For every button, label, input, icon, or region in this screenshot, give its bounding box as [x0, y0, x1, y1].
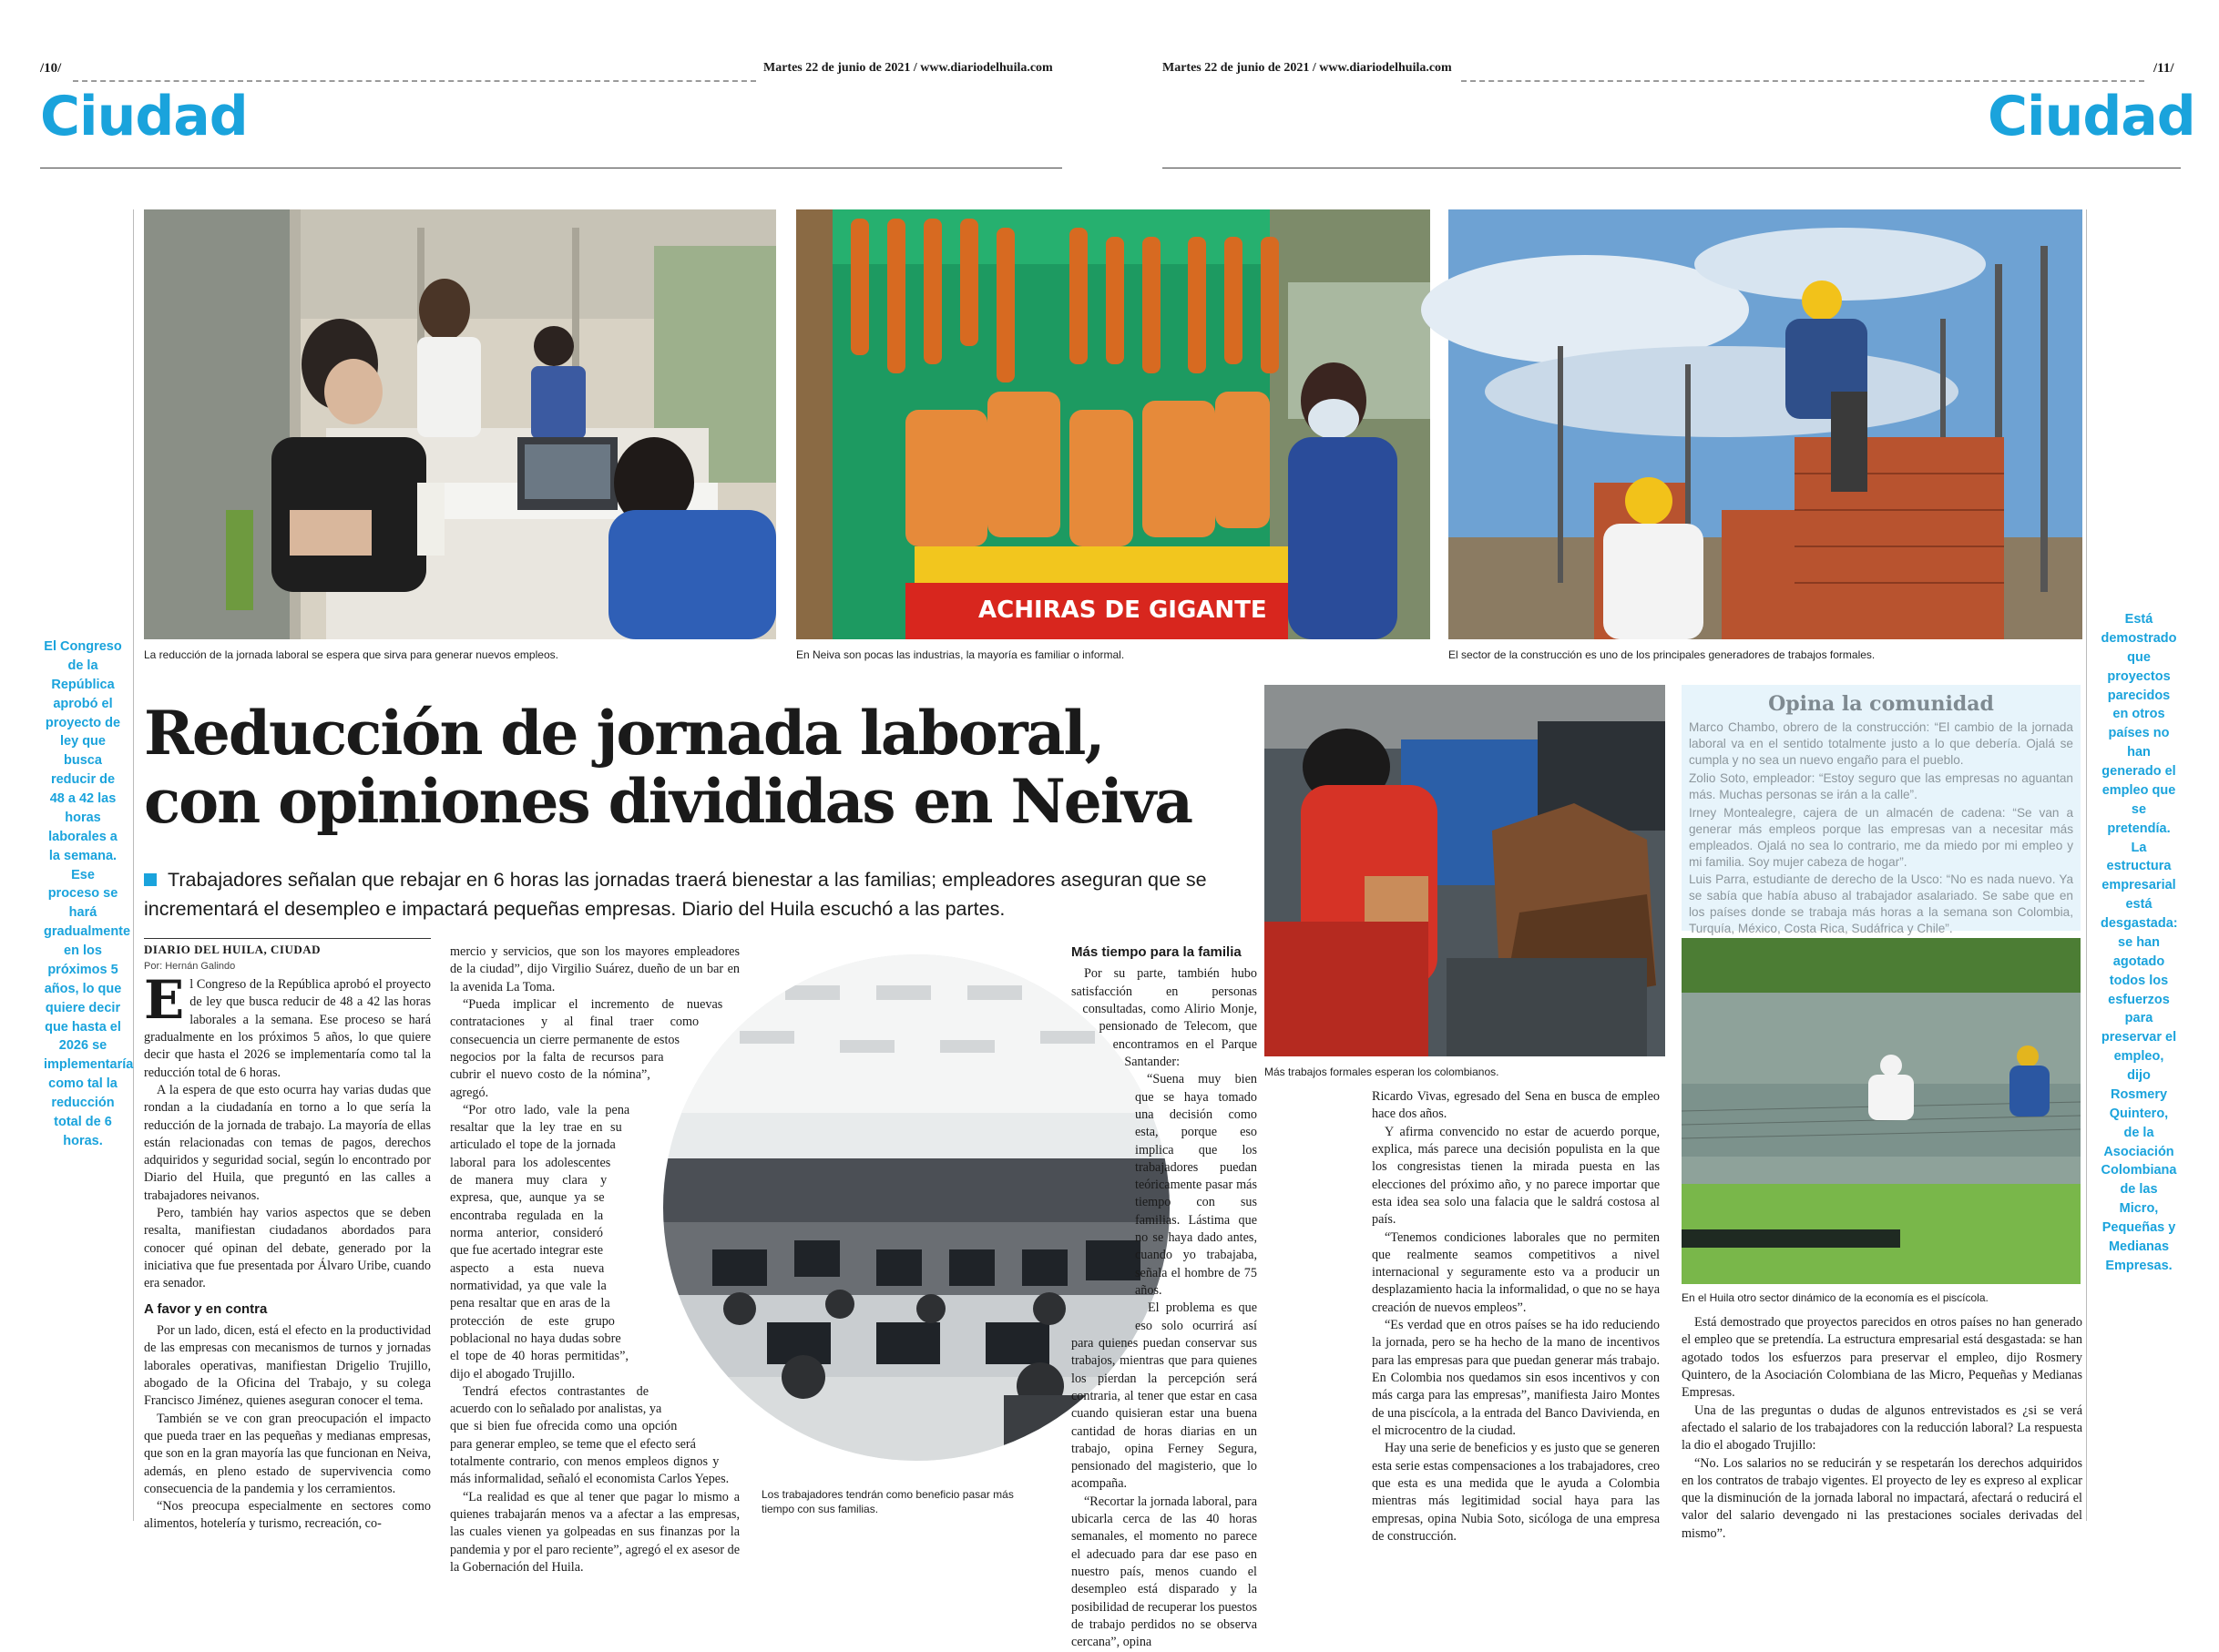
col5-paragraph-2: Una de las preguntas o dudas de algunos entrevistados es ¿si se verá afectado el salario de los trabajadores con la reducción laboral? La respuesta la dio el abogado Trujillo:: [1682, 1402, 2082, 1453]
section-title-right: Ciudad: [1988, 85, 2195, 148]
col4-paragraph-5: Hay una serie de beneficios y es justo que se generen esta serie estas compensaciones a los trabajadores, creo que esta es una medida que le ayuda a Colombia mientras más legitimidad social haya para las empresas, opina Nubia Soto, sicóloga de una empresa de construcción.: [1372, 1441, 1660, 1544]
col4-paragraph-1: Ricardo Vivas, egresado del Sena en busca de empleo hace dos años.: [1372, 1089, 1660, 1122]
sidebar-quote-left: El Congreso de la República aprobó el proyecto de ley que busca reducir de 48 a 42 las horas laborales a la semana. Ese proceso se hará gradualmente en los próximos 5 años, lo que quiere decir que hasta el 2026 se implementaría como tal la reducción total de 6 horas.: [44, 639, 134, 1148]
article-subhead: [144, 865, 1210, 924]
drop-cap: E: [144, 969, 185, 1031]
photo-fish-farm: [1682, 938, 2081, 1284]
page-number-left: /10/: [40, 61, 62, 76]
opina-item-1: Marco Chambo, obrero de la construcción: “El cambio de la jornada laboral va en el sentido totalmente justo a lo que debería. Ojalá se cumpla y no sea un nuevo engaño para el pueblo.: [1689, 720, 2073, 767]
subhead-bullet-icon: [144, 873, 157, 886]
col2-paragraph-4: Tendrá efectos contrastantes de acuerdo con lo señalado por analistas, ya que si bien fue ofrecida como una opción para generar empleo, se teme que el efecto será totalmente contrario, con menos empleos dignos y más informalidad, señaló el economista Carlos Yepes.: [450, 1383, 730, 1487]
photo-caption-snack-stall: En Neiva son pocas las industrias, la mayoría es familiar o informal.: [796, 648, 1125, 661]
photo-caption-construction: El sector de la construcción es uno de los principales generadores de trabajos formales.: [1448, 648, 1876, 661]
header-rule-right: [1461, 80, 2144, 82]
col4-paragraph-2: Y afirma convencido no estar de acuerdo porque, explica, más parece una decisión populista en la que los congresistas tienen la mirada puesta en las elecciones del próximo año, y no parece importar que esta idea sea solo una falacia que le saldrá costosa al país.: [1372, 1124, 1660, 1228]
photo-caption-fish-farm: En el Huila otro sector dinámico de la economía es el piscícola.: [1682, 1291, 1989, 1304]
byline-rule: [144, 938, 431, 939]
opina-title: Opina la comunidad: [1768, 692, 1994, 716]
article-column-3: [1071, 943, 1257, 1650]
article-headline: [144, 699, 1264, 835]
dateline-left: Martes 22 de junio de 2021 / www.diariodelhuila.com: [763, 61, 1053, 75]
col2-paragraph-1: mercio y servicios, que son los mayores empleadores de la ciudad”, dijo Virgilio Suárez, dueño de un bar en la avenida La Toma.: [450, 944, 740, 994]
photo-caption-office: Los trabajadores tendrán como beneficio pasar más tiempo con sus familias.: [762, 1488, 1014, 1515]
sidebar-quote-right: Está demostrado que proyectos parecidos en otros países no han generado el empleo que se pretendía. La estructura empresarial está desgastada: se han agotado todos los esfuerzos para preservar el empleo, dijo Rosmery Quintero, de la Asociación Colombiana de las Micro, Pequeñas y Medianas Empresas.: [2101, 612, 2178, 1273]
subhead-text: Trabajadores señalan que rebajar en 6 horas las jornadas traerá bienestar a las familias; empleadores aseguran que se incrementará el desempleo e impactará pequeñas empresas. Diario del Huila escuchó a las partes.: [144, 869, 1207, 921]
photo-caption-shoe-worker: Más trabajos formales esperan los colombianos.: [1264, 1066, 1499, 1078]
photo-caption-job-fair: La reducción de la jornada laboral se espera que sirva para generar nuevos empleos.: [144, 648, 558, 661]
article-column-5: [1682, 1314, 2082, 1541]
col1-paragraph-5: También se ve con gran preocupación el impacto que pueda traer en las pequeñas y medianas empresas, que son en la gran mayoría las que funcionan en Neiva, además, en pleno estado de supervivencia como consecuencia de la pandemia y los cerramientos.: [144, 1411, 431, 1496]
opina-item-3: Irney Montealegre, cajera de un almacén de cadena: “Se van a generar más empleos porque las empresas van a necesitar más empleados. Ojalá no sea lo contrario, me da miedo por mi empleo y mi familia. Soy mujer cabeza de hogar”.: [1689, 805, 2073, 869]
subheading-mas-tiempo: Más tiempo para la familia: [1071, 944, 1242, 960]
opina-item-4: Luis Parra, estudiante de derecho de la Usco: “No es nada nuevo. Ya se sabía que había abuso al trabajador asalariado. Se sabe que en los países donde se trabaja más horas a la semana son Colombia, Turquía, México, Costa Rica, Sudáfrica y Chile”.: [1689, 872, 2073, 936]
col1-paragraph-1: l Congreso de la República aprobó el proyecto de ley que busca reducir de 48 a 42 las horas laborales a la semana. Ese proceso se hará gradualmente en los próximos 5 años, lo que quiere decir que hasta el 2026 se implementaría como tal la reducción total de 6 horas.: [144, 977, 431, 1080]
page-number-right: /11/: [2153, 61, 2174, 76]
opina-box: [1682, 685, 2081, 936]
col2-paragraph-2: “Pueda implicar el incremento de nuevas contrataciones y al final traer como consecuencia un cierre permanente de estos negocios por la falta de recursos para cubrir el nuevo costo de la nómina”, agregó.: [450, 996, 723, 1100]
article-column-4: [1372, 1088, 1660, 1544]
col1-paragraph-6: “Nos preocupa especialmente en sectores como alimentos, hotelería y turismo, recreación, co-: [144, 1499, 431, 1532]
author: Por: Hernán Galindo: [144, 961, 236, 972]
col4-paragraph-4: “Es verdad que en otros países se ha ido reduciendo la jornada, pero se ha hecho de la mano de incentivos para las empresas para que puedan generar más trabajo. En Colombia nos quedamos sin esos incentivos y con más carga para las empresas”, manifiesta Jairo Montes de una piscícola, a la entrada del Banco Davivienda, en el microcentro de la ciudad.: [1372, 1318, 1660, 1438]
article-column-1: [144, 969, 431, 1532]
col4-paragraph-3: “Tenemos condiciones laborales que no permiten que realmente seamos competitivos a nivel internacional y seguramente esto va a producir un desplazamiento hacia la informalidad, o que no se haya creación de nuevos empleos”.: [1372, 1229, 1660, 1315]
byline: DIARIO DEL HUILA, CIUDAD: [144, 943, 322, 956]
photo-construction: [1448, 209, 2082, 639]
cart-sign-text: ACHIRAS DE GIGANTE: [978, 597, 1267, 624]
margin-rule-right: [2086, 209, 2087, 1521]
col5-paragraph-3: “No. Los salarios no se reducirán y se respetarán los derechos adquiridos en los contratos de trabajo vigentes. El proyecto de ley es expreso al explicar que la disminución de la jornada laboral no impactará, afectará o reducirá el valor del salario devengado ni las prestaciones sociales derivadas del mismo”.: [1682, 1455, 2082, 1541]
dateline-right: Martes 22 de junio de 2021 / www.diariodelhuila.com: [1162, 61, 1452, 75]
headline-line-1: Reducción de jornada laboral,: [144, 698, 1104, 769]
col1-paragraph-4: Por un lado, dicen, está el efecto en la productividad de las empresas con mecanismos de turnos y jornadas laborales operativas, manifiestan Drigelio Trujillo, abogado de la Oficina del Trabajo, y su colega Francisco Jiménez, quienes aseguran conocer el tema.: [144, 1323, 431, 1409]
col2-paragraph-5: “La realidad es que al tener que pagar lo mismo a quienes trabajarán menos va a afectar a las empresas, las cuales vienen ya golpeadas en sus finanzas por la pandemia y por el paro reciente”, agregó el ex asesor de la Gobernación del Huila.: [450, 1489, 740, 1575]
col2-paragraph-3: “Por otro lado, vale la pena resaltar que la ley trae en su articulado el tope de la jornada laboral para los adolescentes de manera muy clara y expresa, que, aunque ya se encontraba regulada en la norma anterior, consideró que fue acertado integrar este aspecto a esta nueva normatividad, ya que vale la pena resaltar que en aras de la protección de este grupo poblacional no haya dudas sobre el tope de 40 horas permitidas”, dijo el abogado Trujillo.: [450, 1102, 630, 1382]
margin-rule-left: [133, 209, 134, 1521]
opina-item-2: Zolio Soto, empleador: “Estoy seguro que las empresas no aguantan más. Muchas personas se irán a la calle”.: [1689, 770, 2073, 801]
headline-line-2: con opiniones divididas en Neiva: [144, 765, 1191, 837]
col3-paragraph-1: Por su parte, también hubo satisfacción en personas consultadas, como Alirio Monje, pensionado de Telecom, que encontramos en el Parque Santander:: [1071, 966, 1257, 1069]
col3-paragraph-2: “Suena muy bien que se haya tomado una decisión como esta, porque eso implica que los trabajadores puedan teóricamente pasar más tiempo con sus familias. Lástima que no se haya dado antes, cuando yo trabajaba, señala el hombre de 75 años.: [1135, 1072, 1257, 1299]
col3-paragraph-4: “Recortar la jornada laboral, para ubicarla cerca de las 40 horas semanales, el momento no parece el adecuado para dar ese paso en nuestro país, menos cuando el desempleo está disparado y la posibilidad de recuperar los puestos de trabajo perdidos no se observa cercana”, opina: [1071, 1494, 1257, 1650]
col1-paragraph-3: Pero, también hay varios aspectos que se deben resalta, manifiestan ciudadanos abordados para conocer qué opinan del debate, generado por la iniciativa que fue presentada por Álvaro Uribe, cuando era senador.: [144, 1206, 431, 1291]
col5-paragraph-1: Está demostrado que proyectos parecidos en otros países no han generado el empleo que se pretendía. La estructura empresarial está desgastada: se han agotado todos los esfuerzos para preservar el empleo, dijo Rosmery Quintero, de la Asociación Colombiana de las Micro, Pequeñas y Medianas Empresas.: [1682, 1315, 2082, 1401]
header-rule-left: [73, 80, 756, 82]
section-title-left: Ciudad: [40, 85, 248, 148]
subheading-a-favor: A favor y en contra: [144, 1300, 268, 1317]
col1-paragraph-2: A la espera de que esto ocurra hay varias dudas que rondan a la ciudadanía en torno a lo que sería la reducción de la jornada de trabajo. La mayoría de ellas están relacionadas con temas de pagos, derechos adquiridos y seguridad social, según lo encontrado por Diario del Huila, que preguntó en las calles a trabajadores neivanos.: [144, 1082, 431, 1203]
photo-snack-stall: [796, 209, 1430, 639]
col3-paragraph-3: El problema es que eso solo ocurrirá así para quienes puedan conservar sus trabajos, mientras que para quienes los pierdan la percepción será contraria, al tener que estar en casa cuando quisieran estar una buena cantidad de horas diarias en un trabajo, opina Ferney Segura, pensionado del magisterio, que lo acompaña.: [1071, 1300, 1257, 1492]
photo-job-fair: [144, 209, 776, 639]
photo-shoe-worker: [1264, 685, 1665, 1056]
